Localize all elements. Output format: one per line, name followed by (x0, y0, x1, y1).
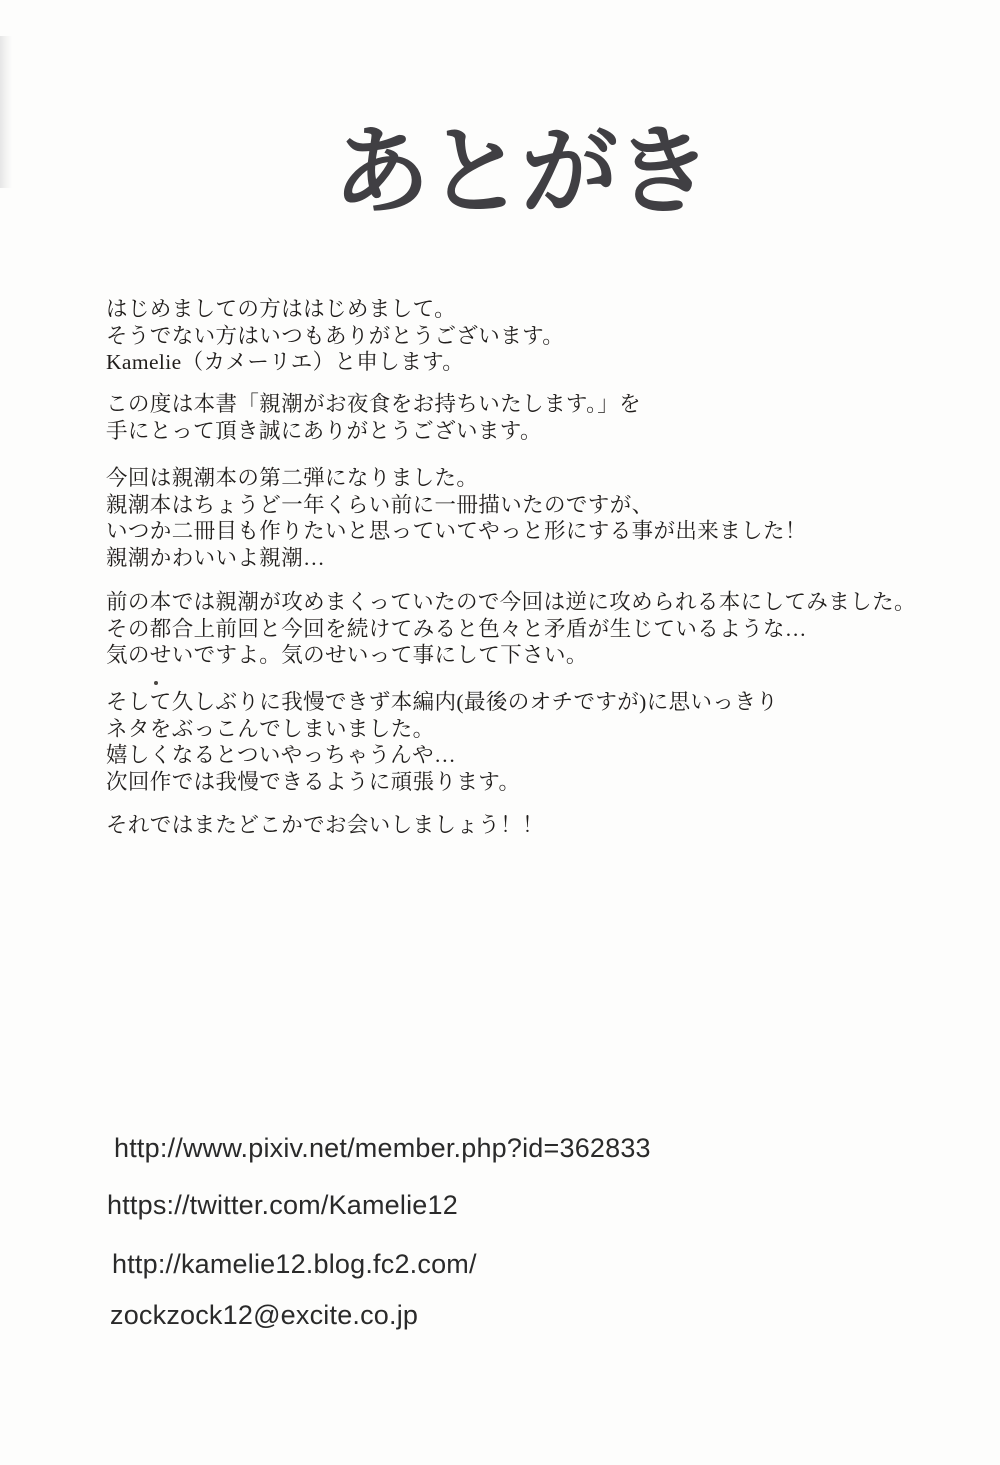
text-line: 気のせいですよ。気のせいって事にして下さい。 (106, 643, 588, 667)
text-line: そして久しぶりに我慢できず本編内(最後のオチですが)に思いっきり (106, 690, 779, 714)
text-line: 嬉しくなるとついやっちゃうんや… (106, 743, 456, 767)
text-line: この度は本書「親潮がお夜食をお持ちいたします。」を (106, 392, 642, 416)
pixiv-url: http://www.pixiv.net/member.php?id=362833 (114, 1133, 651, 1163)
text-line: その都合上前回と今回を続けてみると色々と矛盾が生じているような… (106, 616, 807, 641)
text-line: 今回は親潮本の第二弾になりました。 (106, 466, 479, 490)
text-line: 親潮かわいいよ親潮… (106, 545, 326, 570)
paragraph-story-note (106, 589, 916, 669)
text-line: はじめましての方ははじめまして。 (106, 297, 456, 321)
text-line: そうでない方はいつもありがとうございます。 (106, 323, 565, 348)
text-line: ネタをぶっこんでしまいました。 (106, 716, 435, 741)
paragraph-farewell (106, 812, 544, 839)
text-line: 前の本では親潮が攻めまくっていたので今回は逆に攻められる本にしてみました。 (106, 590, 916, 614)
text-line: いつか二冊目も作りたいと思っていてやっと形にする事が出来ました！ (106, 519, 807, 543)
text-line: Kamelie（カメーリエ）と申します。 (106, 350, 465, 374)
paragraph-greeting (106, 296, 564, 376)
text-line: それではまたどこかでお会いしましょう！！ (106, 813, 545, 837)
email-address: zockzock12@excite.co.jp (110, 1300, 419, 1330)
paragraph-second-volume (106, 465, 807, 571)
scan-dot-artifact (154, 681, 158, 685)
paragraph-gag-confession (106, 689, 778, 795)
blog-url: http://kamelie12.blog.fc2.com/ (112, 1249, 477, 1279)
text-line: 親潮本はちょうど一年くらい前に一冊描いたのですが、 (106, 492, 654, 517)
paragraph-thanks (106, 391, 641, 444)
scan-edge-artifact (0, 36, 12, 188)
text-line: 次回作では我慢できるように頑張ります。 (106, 769, 521, 794)
page-title: あとがき (333, 115, 709, 228)
twitter-url: https://twitter.com/Kamelie12 (107, 1190, 458, 1220)
text-line: 手にとって頂き誠にありがとうございます。 (106, 418, 542, 443)
